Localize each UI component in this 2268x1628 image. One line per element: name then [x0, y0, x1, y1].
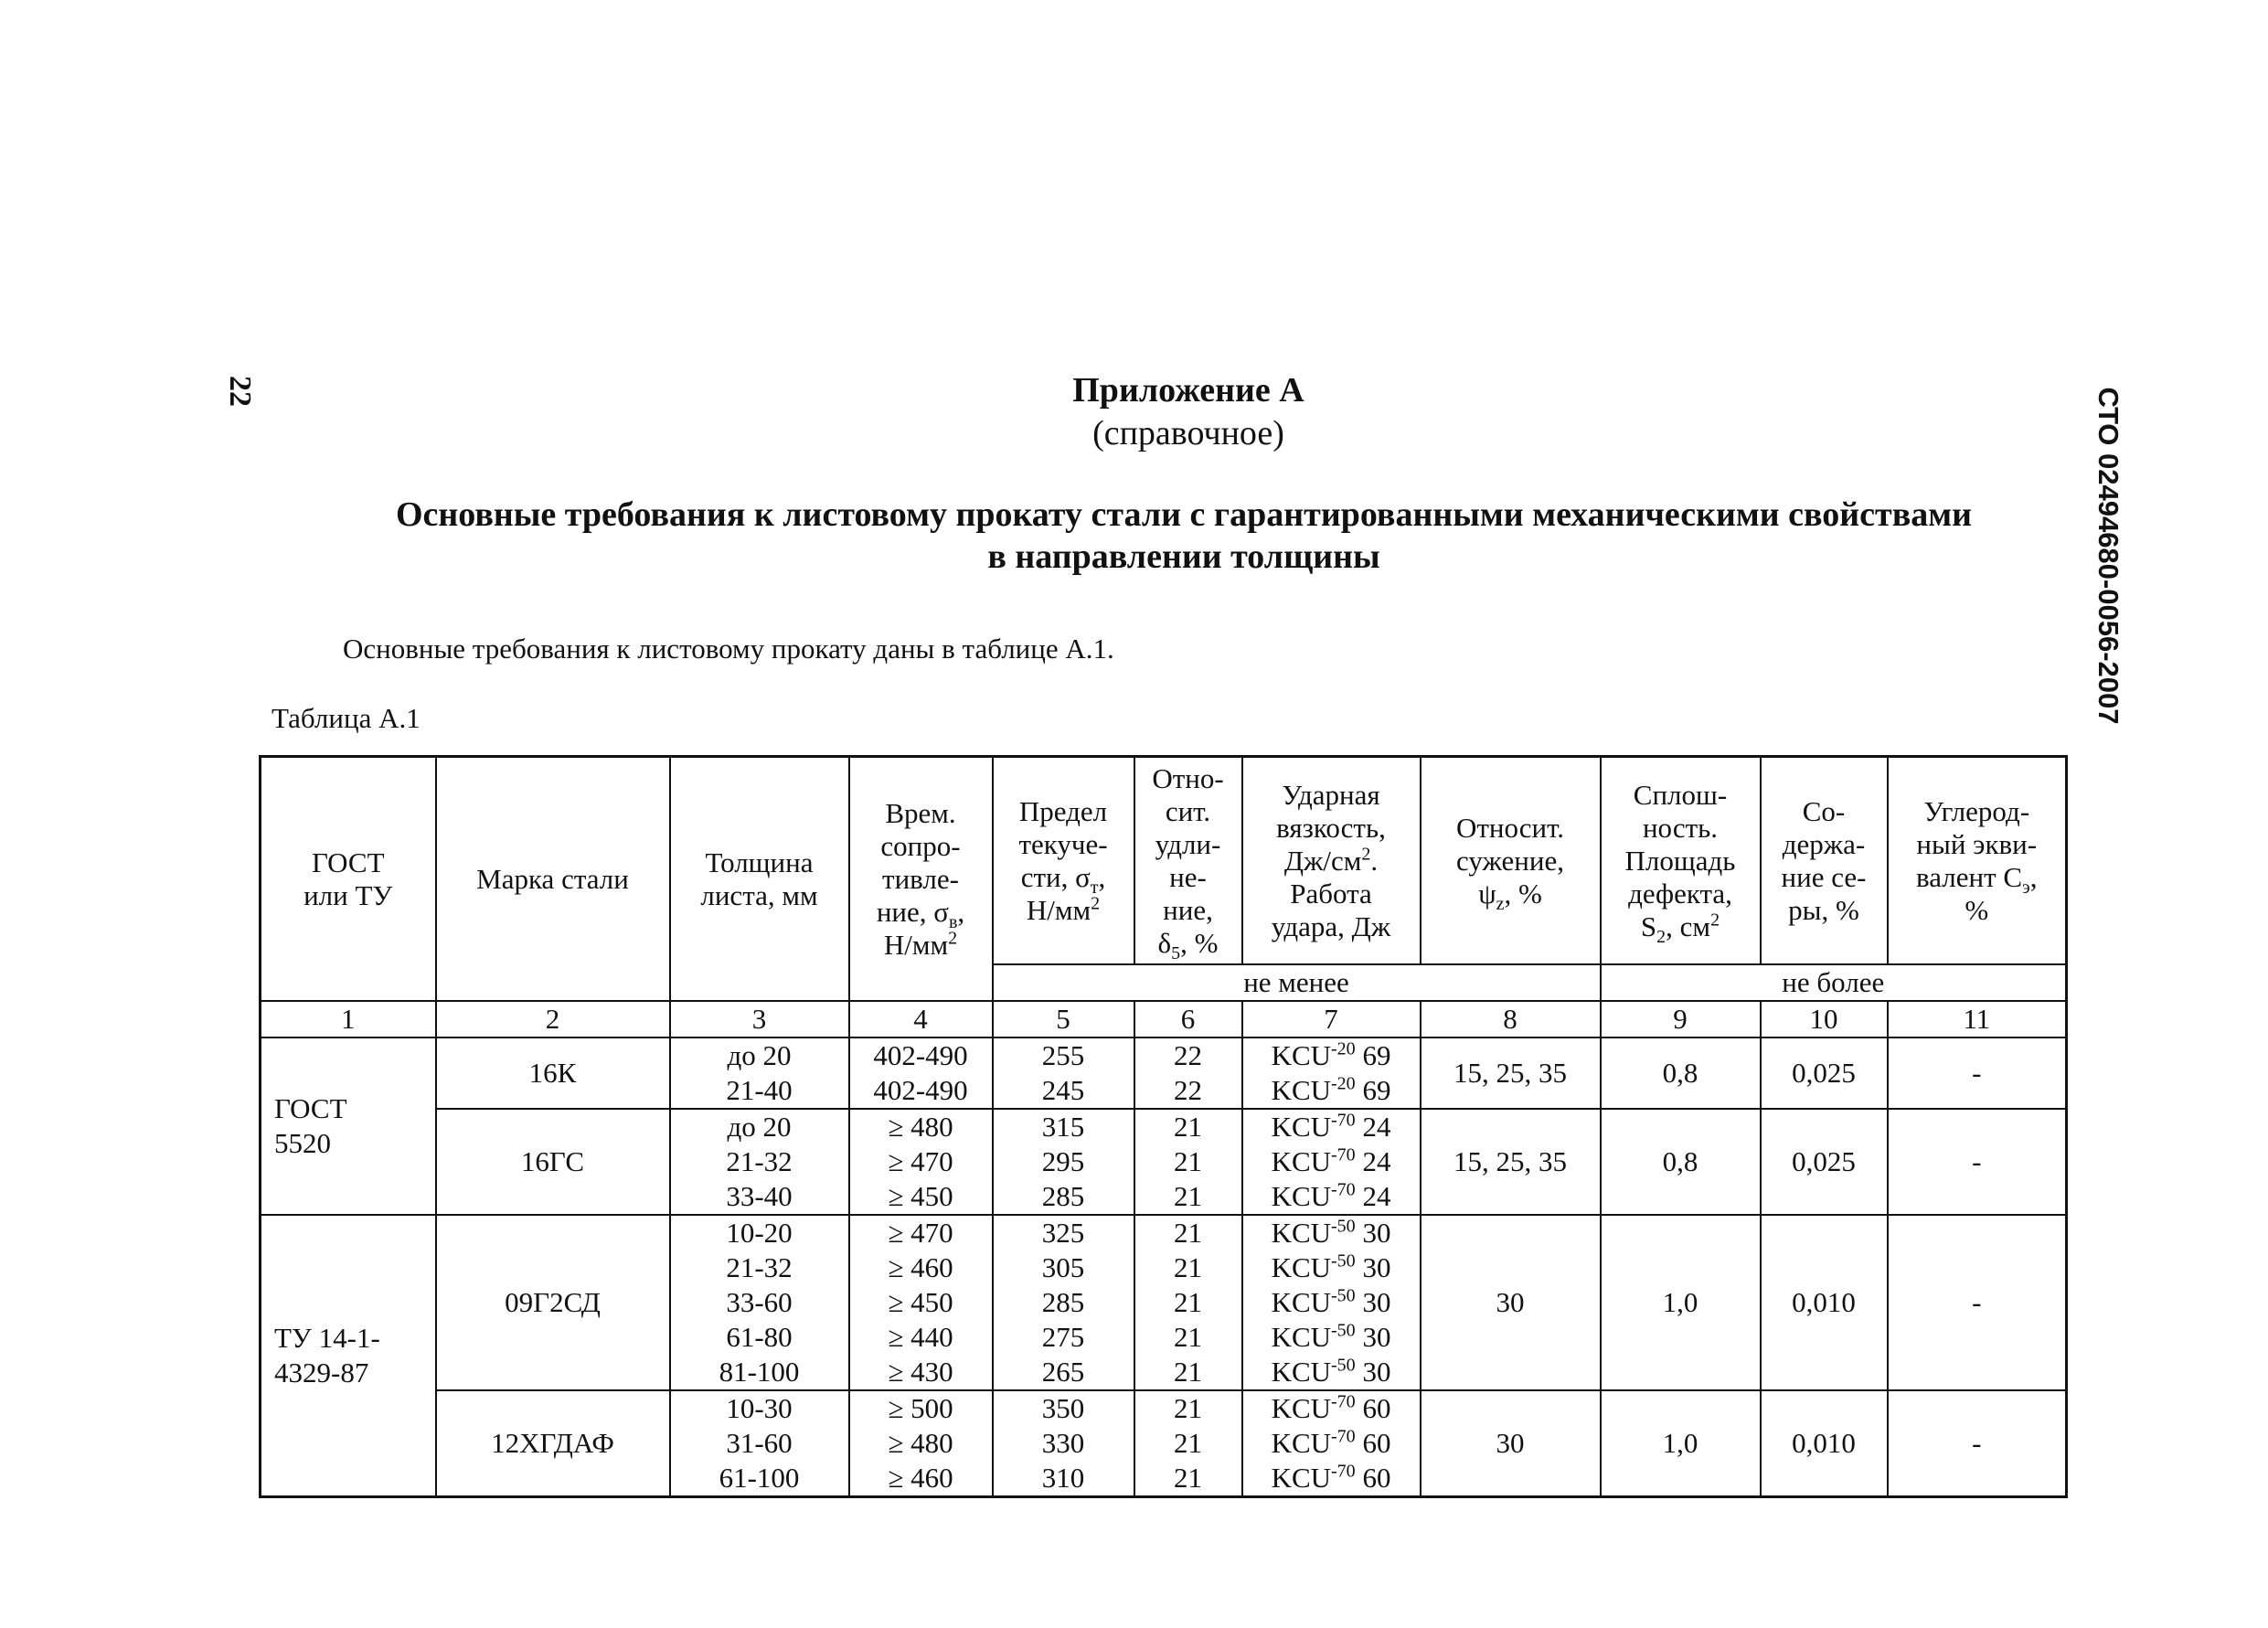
impact-cell	[1242, 1390, 1421, 1497]
defect-area-cell: 1,0	[1601, 1215, 1761, 1390]
column-number: 9	[1601, 1001, 1761, 1037]
impact-line: $KCU^{-70}$ 60	[1271, 1391, 1391, 1424]
impact-line: $KCU^{-20}$ 69	[1271, 1073, 1391, 1106]
sulfur-cell: 0,025	[1761, 1037, 1888, 1109]
table-row	[261, 1390, 2067, 1497]
reduction-cell: 15, 25, 35	[1421, 1109, 1601, 1215]
column-number: 3	[670, 1001, 849, 1037]
yield-cell: 315 295 285	[993, 1109, 1134, 1215]
defect-area-cell: 1,0	[1601, 1390, 1761, 1497]
header-defect-area: Сплош- ность. Площадь дефекта, $S_2$, $см^2$	[1601, 757, 1761, 965]
thickness-cell: 10-30 31-60 61-100	[670, 1390, 849, 1497]
section-title	[274, 494, 2093, 578]
impact-line: $KCU^{-50}$ 30	[1271, 1216, 1391, 1249]
header-elongation: Отно- сит. удли- не- ние, $\delta_5$, %	[1134, 757, 1242, 965]
standard-cell: ГОСТ 5520	[261, 1037, 436, 1215]
carbon-eq-cell: -	[1888, 1215, 2067, 1390]
elongation-cell: 21 21 21 21 21	[1134, 1215, 1242, 1390]
column-number: 8	[1421, 1001, 1601, 1037]
tensile-cell: ≥ 500 ≥ 480 ≥ 460	[849, 1390, 993, 1497]
impact-cell	[1242, 1215, 1421, 1390]
tensile-cell: ≥ 480 ≥ 470 ≥ 450	[849, 1109, 993, 1215]
elongation-cell: 21 21 21	[1134, 1109, 1242, 1215]
thickness-cell: до 20 21-40	[670, 1037, 849, 1109]
section-title-line-1: Основные требования к листовому прокату стали с гарантированными механическими свойствами	[395, 495, 1973, 534]
tensile-cell: ≥ 470 ≥ 460 ≥ 450 ≥ 440 ≥ 430	[849, 1215, 993, 1390]
header-carbon-equivalent: Углерод- ный экви- валент $С_э$, %	[1888, 757, 2067, 965]
yield-cell: 255 245	[993, 1037, 1134, 1109]
column-number: 1	[261, 1001, 436, 1037]
header-steel-grade: Марка стали	[436, 757, 670, 1002]
column-number: 2	[436, 1001, 670, 1037]
header-thickness: Толщина листа, мм	[670, 757, 849, 1002]
header-yield-strength: Предел текуче- сти, $\sigma_т$, $Н/мм^2$	[993, 757, 1134, 965]
reduction-cell: 15, 25, 35	[1421, 1037, 1601, 1109]
impact-line: $KCU^{-50}$ 30	[1271, 1285, 1391, 1318]
impact-line: $KCU^{-70}$ 24	[1271, 1179, 1391, 1212]
header-impact-toughness: Ударная вязкость, $Дж/см^2$. Работа удара, Дж	[1242, 757, 1421, 965]
table-row	[261, 1215, 2067, 1390]
appendix-title: Приложение А	[1072, 371, 1304, 410]
impact-line: $KCU^{-70}$ 60	[1271, 1426, 1391, 1459]
header-reduction-of-area: Относит. сужение, $\psi_z$, %	[1421, 757, 1601, 965]
defect-area-cell: 0,8	[1601, 1037, 1761, 1109]
impact-line: $KCU^{-20}$ 69	[1271, 1038, 1391, 1071]
impact-line: $KCU^{-70}$ 60	[1271, 1461, 1391, 1494]
reduction-cell: 30	[1421, 1390, 1601, 1497]
elongation-cell: 22 22	[1134, 1037, 1242, 1109]
table-row	[261, 1037, 2067, 1109]
impact-line: $KCU^{-50}$ 30	[1271, 1250, 1391, 1283]
sulfur-cell: 0,010	[1761, 1390, 1888, 1497]
column-number: 10	[1761, 1001, 1888, 1037]
section-title-line-2: в направлении толщины	[987, 537, 1380, 576]
carbon-eq-cell: -	[1888, 1037, 2067, 1109]
yield-cell: 350 330 310	[993, 1390, 1134, 1497]
carbon-eq-cell: -	[1888, 1109, 2067, 1215]
steel-requirements-table	[259, 755, 2068, 1498]
column-number: 4	[849, 1001, 993, 1037]
impact-cell	[1242, 1037, 1421, 1109]
page-number: 22	[223, 376, 257, 407]
header-row	[261, 757, 2067, 965]
header-standard: ГОСТ или ТУ	[261, 757, 436, 1002]
column-numbers-row	[261, 1001, 2067, 1037]
limit-not-more: не более	[1601, 964, 2067, 1001]
thickness-cell: 10-20 21-32 33-60 61-80 81-100	[670, 1215, 849, 1390]
impact-line: $KCU^{-70}$ 24	[1271, 1144, 1391, 1177]
sulfur-cell: 0,010	[1761, 1215, 1888, 1390]
carbon-eq-cell: -	[1888, 1390, 2067, 1497]
grade-cell: 16ГС	[436, 1109, 670, 1215]
thickness-cell: до 20 21-32 33-40	[670, 1109, 849, 1215]
column-number: 5	[993, 1001, 1134, 1037]
grade-cell: 16К	[436, 1037, 670, 1109]
defect-area-cell: 0,8	[1601, 1109, 1761, 1215]
document-code: СТО 02494680-0056-2007	[2092, 387, 2124, 725]
limit-not-less: не менее	[993, 964, 1601, 1001]
column-number: 7	[1242, 1001, 1421, 1037]
column-number: 11	[1888, 1001, 2067, 1037]
sulfur-cell: 0,025	[1761, 1109, 1888, 1215]
impact-cell	[1242, 1109, 1421, 1215]
impact-line: $KCU^{-50}$ 30	[1271, 1320, 1391, 1353]
standard-cell: ТУ 14-1- 4329-87	[261, 1215, 436, 1497]
header-sulfur-content: Со- держа- ние се- ры, %	[1761, 757, 1888, 965]
impact-line: $KCU^{-50}$ 30	[1271, 1355, 1391, 1388]
reduction-cell: 30	[1421, 1215, 1601, 1390]
impact-line: $KCU^{-70}$ 24	[1271, 1110, 1391, 1143]
grade-cell: 12ХГДАФ	[436, 1390, 670, 1497]
column-number: 6	[1134, 1001, 1242, 1037]
yield-cell: 325 305 285 275 265	[993, 1215, 1134, 1390]
intro-paragraph: Основные требования к листовому прокату даны в таблице А.1.	[343, 633, 1114, 665]
appendix-type: (справочное)	[1092, 414, 1284, 452]
table-row	[261, 1109, 2067, 1215]
tensile-cell: 402-490 402-490	[849, 1037, 993, 1109]
header-tensile-strength: Врем. сопро- тивле- ние, $\sigma_в$, $Н/мм^2$	[849, 757, 993, 1002]
elongation-cell: 21 21 21	[1134, 1390, 1242, 1497]
grade-cell: 09Г2СД	[436, 1215, 670, 1390]
table-caption: Таблица А.1	[272, 702, 421, 734]
